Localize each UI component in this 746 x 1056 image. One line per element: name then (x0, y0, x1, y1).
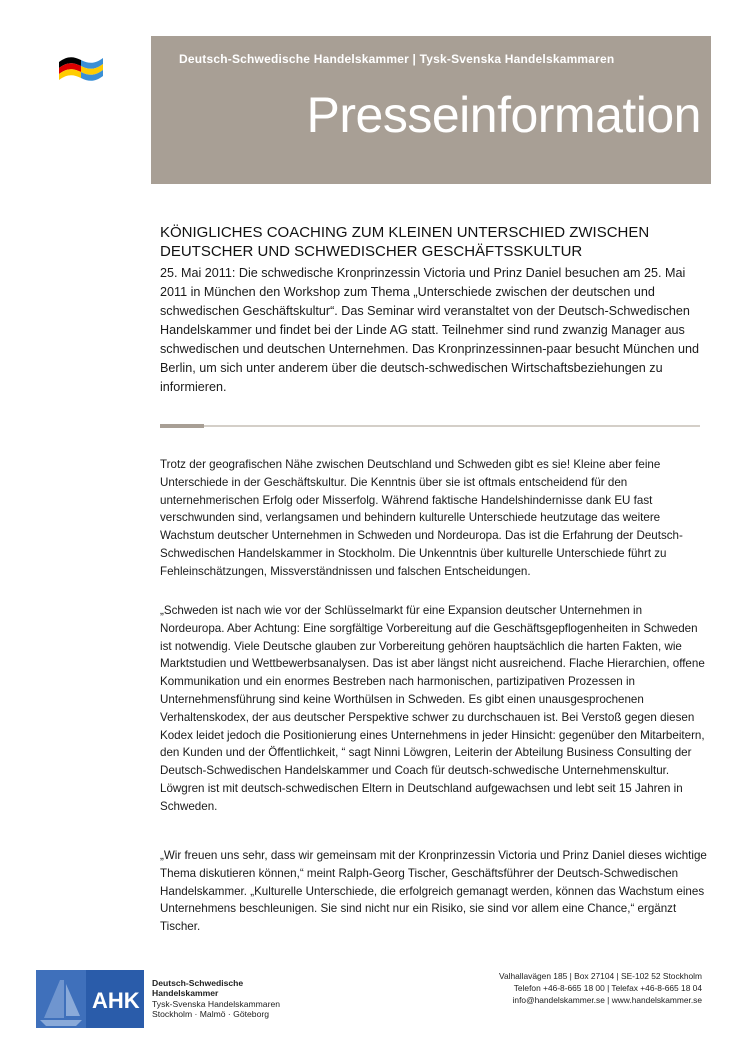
footer-address: Valhallavägen 185 | Box 27104 | SE-102 52 Stockholm (498, 971, 702, 981)
german-swedish-flag-logo (57, 52, 105, 90)
divider-accent (160, 424, 204, 428)
header-banner (151, 36, 711, 184)
headline-line-2: DEUTSCHER UND SCHWEDISCHER GESCHÄFTSSKULTUR (160, 243, 583, 260)
ahk-logo-text: AHK (92, 988, 140, 1013)
section-divider (160, 425, 700, 427)
banner-organization: Deutsch-Schwedische Handelskammer | Tysk-Svenska Handelskammaren (179, 52, 615, 66)
body-paragraph-3: „Wir freuen uns sehr, dass wir gemeinsam mit der Kronprinzessin Victoria und Prinz Daniel dieses wichtige Thema diskutieren können,“ meint Ralph-Georg Tischer, Geschäftsführer der Deutsch-Schwedischen Handelskammer. „Kulturelle Unterschiede, die erfolgreich gemanagt werden, können das Wachstum eines Unternehmens beschleunigen. Sie sind nicht nur ein Risiko, sie sind vor allem eine Chance,“ ergänzt Tischer. (160, 849, 707, 934)
page-title: Presseinformation (306, 87, 701, 143)
footer-email-web[interactable]: info@handelskammer.se | www.handelskammer.se (512, 995, 702, 1005)
footer-contact (499, 970, 702, 1006)
footer-org-line-3: Tysk-Svenska Handelskammaren (152, 998, 280, 1009)
footer-org-line-4: Stockholm · Malmö · Göteborg (152, 1009, 270, 1020)
footer-org-line-1: Deutsch-Schwedische (152, 978, 244, 988)
footer-phone-fax: Telefon +46-8-665 18 00 | Telefax +46-8-665 18 04 (513, 983, 702, 993)
lead-paragraph: 25. Mai 2011: Die schwedische Kronprinzessin Victoria und Prinz Daniel besuchen am 25. Mai 2011 in München den Workshop zum Thema „Unterschiede zwischen der deutschen und schwedischen Geschäftskultur“. Das Seminar wird veranstaltet von der Deutsch-Schwedischen Handelskammer und findet bei der Linde AG statt. Teilnehmer sind rund zwanzig Manager aus schwedischen und deutschen Unternehmen. Das Kronprinzessinnen-paar besucht München und Berlin, um sich unter anderem über die deutsch-schwedischen Wirtschaftsbeziehungen zu informieren. (160, 266, 700, 394)
article-headline (160, 223, 705, 261)
footer-org-line-2: Handelskammer (152, 988, 219, 999)
ahk-logo (36, 970, 144, 1028)
body-paragraph-1: Trotz der geografischen Nähe zwischen Deutschland und Schweden gibt es sie! Kleine aber feine Unterschiede in der Geschäftskultur. Die Kenntnis über sie ist oftmals entscheidend für den unternehmerischen Erfolg oder Misserfolg. Während faktische Handelshindernisse dank EU fast verschwunden sind, verlangsamen und behindern kulturelle Unterschiede heutzutage das weitere Wachstum deutscher Unternehmen in Schweden und Nordeuropa. Das ist die Erfahrung der Deutsch-Schwedischen Handelskammer in Stockholm. Die Unkenntnis über kulturelle Unterschiede führt zu Fehleinschätzungen, Missverständnissen und falschen Entscheidungen. (160, 458, 683, 578)
body-paragraph-2: „Schweden ist nach wie vor der Schlüsselmarkt für eine Expansion deutscher Unternehmen in Nordeuropa. Aber Achtung: Eine sorgfältige Vorbereitung auf die Geschäftsgepflogenheiten in Schweden ist notwendig. Viele Deutsche glauben zur Vorbereitung gehören hauptsächlich die harten Fakten, wie Marktstudien und Wettbewerbsanalysen. Das ist aber längst nicht ausreichend. Flache Hierarchien, offene Kommunikation und ein enormes Bestreben nach harmonischen, partizipativen Prozessen in Unternehmensführung sind keine Worthülsen in Schweden. Es gibt einen unausgesprochenen Verhaltenskodex, der aus deutscher Perspektive schwer zu durchschauen ist. Bei Verstoß gegen diesen Kodex leidet jedoch die Positionierung eines Unternehmens in jeder Hinsicht: gegenüber den Mitarbeitern, den Kunden und der Öffentlichkeit, “ sagt Ninni Löwgren, Leiterin der Abteilung Business Consulting der Deutsch-Schwedischen Handelskammer und Coach für deutsch-schwedische Unternehmenskultur. Löwgren ist mit deutsch-schwedischen Eltern in Deutschland aufgewachsen und lebt seit 15 Jahren in Schweden. (160, 604, 705, 813)
footer-organization (152, 978, 280, 1020)
headline-line-1: KÖNIGLICHES COACHING ZUM KLEINEN UNTERSCHIED ZWISCHEN (160, 224, 650, 241)
